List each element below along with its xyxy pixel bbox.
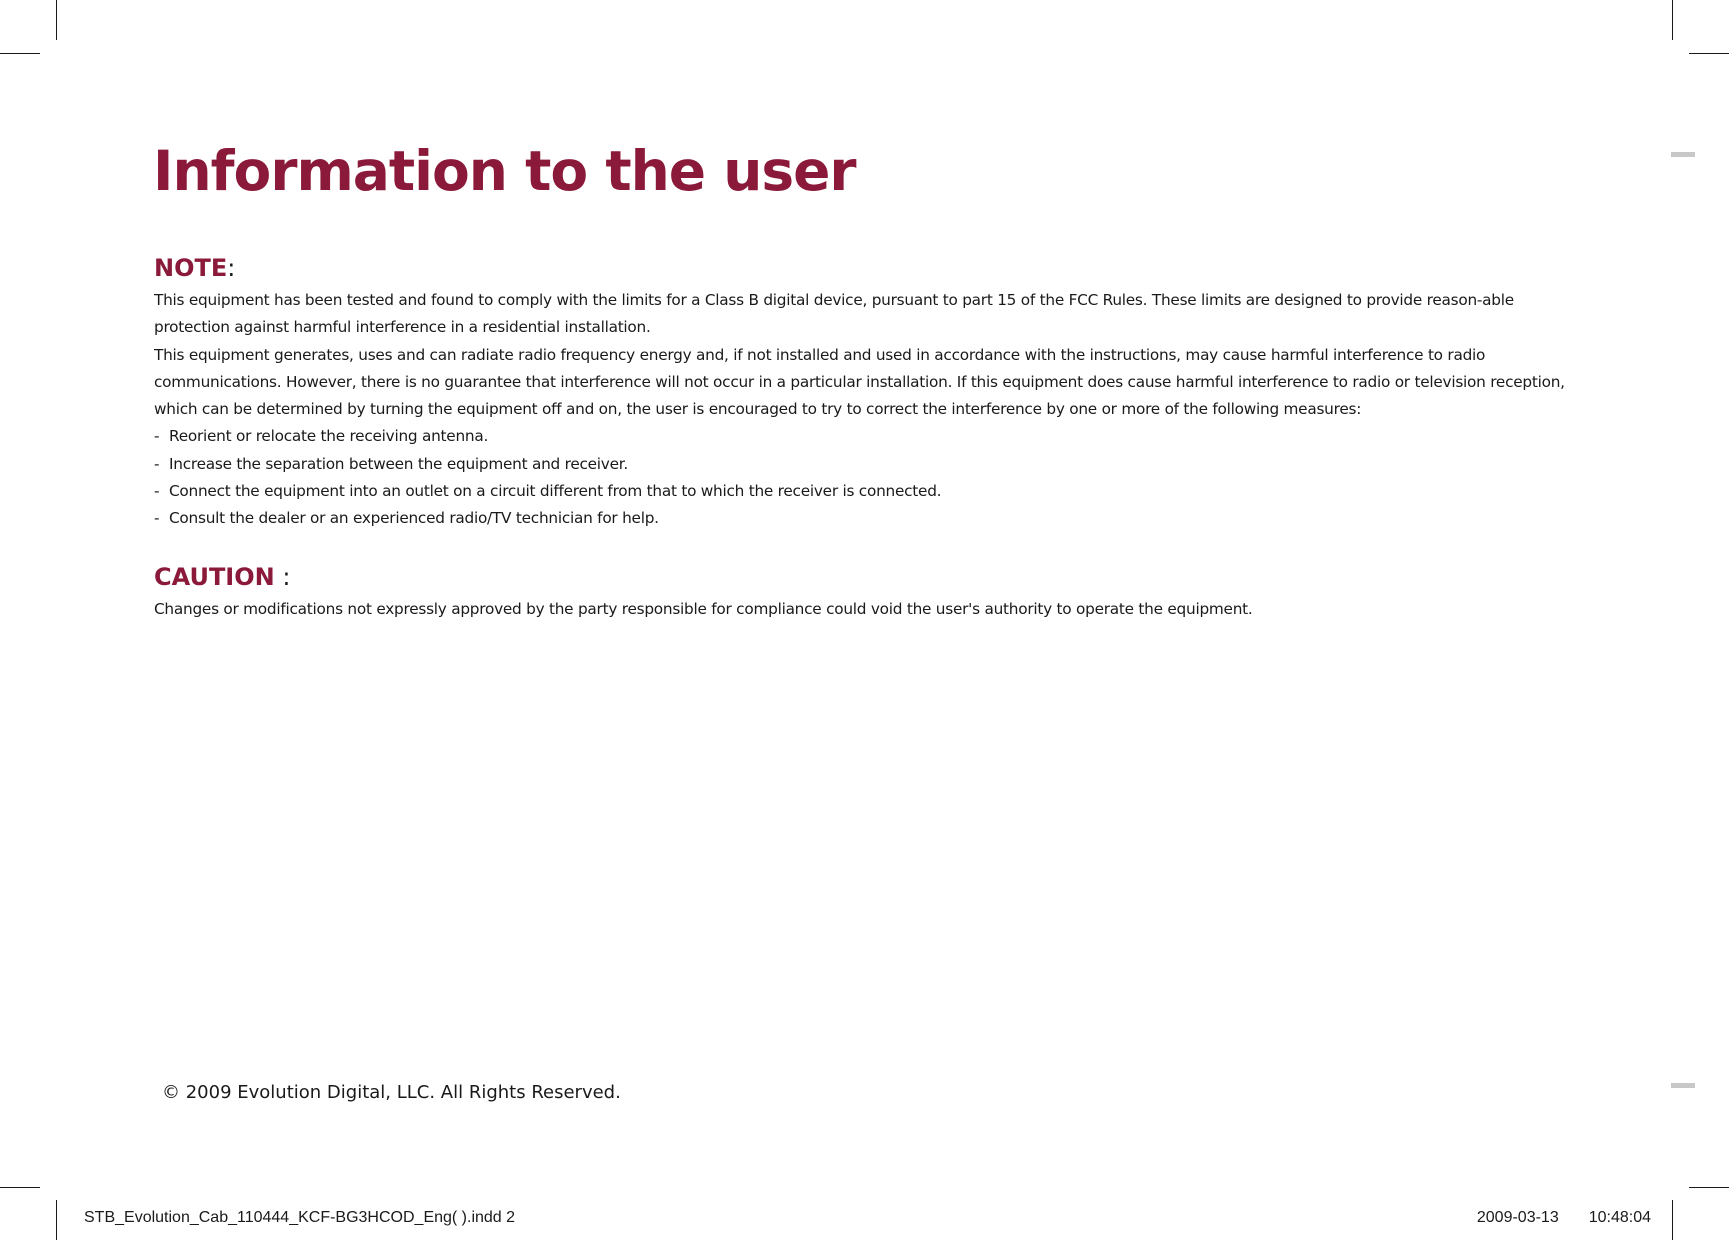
caution-body [154, 596, 1574, 623]
note-paragraph-2: This equipment generates, uses and can radiate radio frequency energy and, if not installed and used in accordance with the instructions, may cause harmful interference to radio communications. However, there is no guarantee that interference will not occur in a particular installation. If this equipment does cause harmful interference to radio or television reception, which can be determined by turning the equipment off and on, the user is encouraged to try to correct the interference by one or more of the following measures: [154, 345, 1565, 419]
note-heading-label: NOTE [154, 254, 228, 282]
list-item-text: Consult the dealer or an experienced radio/TV technician for help. [169, 509, 659, 528]
page-title: Information to the user [153, 139, 856, 203]
slug-filename: STB_Evolution_Cab_110444_KCF-BG3HCOD_Eng( ).indd 2 [84, 1209, 516, 1226]
list-item-text: Connect the equipment into an outlet on a circuit different from that to which the receiver is connected. [169, 482, 942, 501]
list-item [154, 505, 1574, 532]
bullet-dash: - [154, 509, 160, 528]
caution-heading [154, 565, 290, 589]
bullet-dash: - [154, 427, 160, 446]
slug-timestamp [1477, 1209, 1651, 1227]
crop-mark-bottom-right-v [1672, 1200, 1673, 1240]
note-heading-colon: : [227, 254, 236, 282]
list-item-text: Reorient or relocate the receiving antenna. [169, 427, 489, 446]
crop-mark-top-right-v [1672, 0, 1673, 40]
crop-mark-top-left-v [56, 0, 57, 40]
caution-heading-colon: : [274, 563, 291, 591]
note-heading [154, 256, 235, 280]
slug-date: 2009-03-13 [1476, 1209, 1559, 1226]
registration-mark-bottom [1671, 1083, 1695, 1088]
crop-mark-bottom-left-h [0, 1187, 40, 1188]
note-body [154, 287, 1574, 533]
caution-text: Changes or modifications not expressly approved by the party responsible for compliance could void the user's authority to operate the equipment. [154, 600, 1253, 618]
list-item [154, 478, 1574, 505]
list-item-text: Increase the separation between the equipment and receiver. [169, 454, 629, 473]
crop-mark-top-left-h [0, 53, 40, 54]
list-item [154, 423, 1574, 450]
crop-mark-bottom-left-v [56, 1200, 57, 1240]
caution-heading-label: CAUTION [154, 563, 275, 591]
crop-mark-top-right-h [1689, 53, 1729, 54]
crop-mark-bottom-right-h [1689, 1187, 1729, 1188]
bullet-dash: - [154, 482, 160, 501]
copyright-notice: © 2009 Evolution Digital, LLC. All Rights Reserved. [162, 1082, 621, 1103]
list-item [154, 451, 1574, 478]
bullet-dash: - [154, 454, 160, 473]
slug-time: 10:48:04 [1588, 1209, 1651, 1226]
measures-list [154, 423, 1574, 532]
registration-mark-top [1671, 152, 1695, 157]
note-paragraph-1: This equipment has been tested and found to comply with the limits for a Class B digital device, pursuant to part 15 of the FCC Rules. These limits are designed to provide reason-able protection against harmful interference in a residential installation. [154, 291, 1514, 337]
